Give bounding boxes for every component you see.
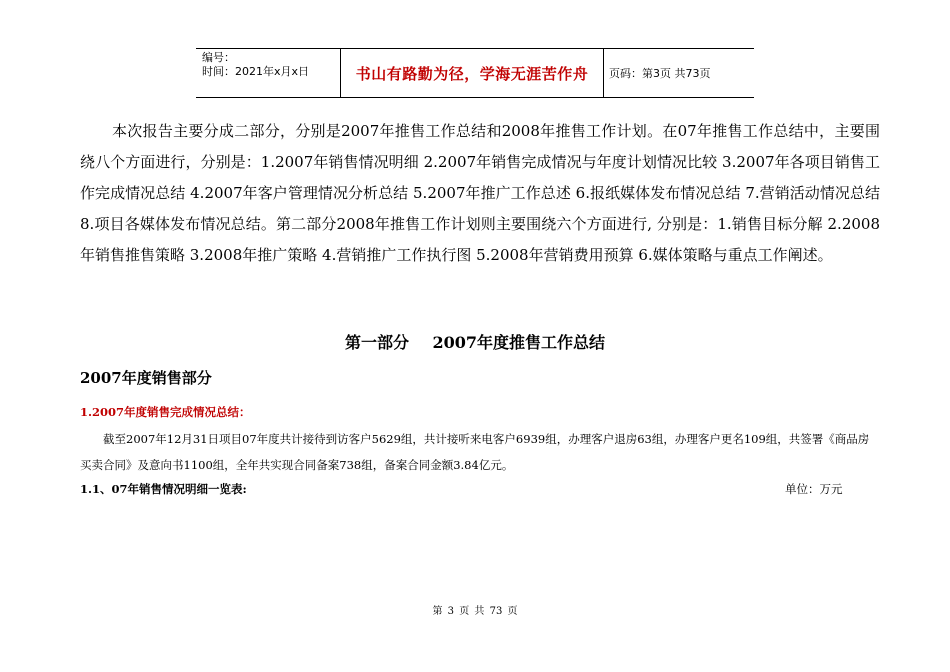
- summary-paragraph: 截至2007年12月31日项目07年度共计接待到访客户5629组，共计接听来电客户6939组，办理客户退房63组，办理客户更名109组，共签署《商品房买卖合同》及意向书1100组，全年共实现合同备案738组，备案合同金额3.84亿元。: [80, 432, 870, 472]
- unit-label: 单位：万元: [785, 482, 843, 496]
- document-number-label: 编号：: [202, 51, 235, 64]
- section-title: 2007年度销售部分: [80, 369, 212, 387]
- table-title: 1.1、07年销售情况明细一览表:: [80, 482, 247, 496]
- document-time-label: 时间：2021年x月x日: [202, 65, 310, 78]
- header-page-code: 页码：第3页 共73页: [609, 67, 711, 80]
- page-footer: 第 3 页 共 73 页: [432, 606, 518, 617]
- part-title: 第一部分 2007年度推售工作总结: [344, 333, 606, 352]
- header-table: [196, 48, 754, 98]
- subsection-title: 1.2007年度销售完成情况总结：: [80, 405, 251, 419]
- header-left-cell: [196, 49, 339, 97]
- header-motto-cell: [340, 49, 604, 97]
- header-motto: 书山有路勤为径，学海无涯苦作舟: [355, 64, 589, 83]
- header-right-cell: [603, 49, 754, 97]
- intro-paragraph: 本次报告主要分成二部分，分别是2007年推售工作总结和2008年推售工作计划。在07年推售工作总结中，主要围绕八个方面进行，分别是：1.2007年销售情况明细 2.2007年销售完成情况与年度计划情况比较 3.2007年各项目销售工作完成情况总结 4.2007年客户管理情况分析总结 5.2007年推广工作总述 6.报纸媒体发布情况总结 7.营销活动情况总结 8.项目各媒体发布情况总结。第二部分2008年推售工作计划则主要围绕六个方面进行, 分别是：1.销售目标分解 2.2008年销售推售策略 3.2008年推广策略 4.营销推广工作执行图 5.2008年营销费用预算 6.媒体策略与重点工作阐述。: [80, 122, 880, 264]
